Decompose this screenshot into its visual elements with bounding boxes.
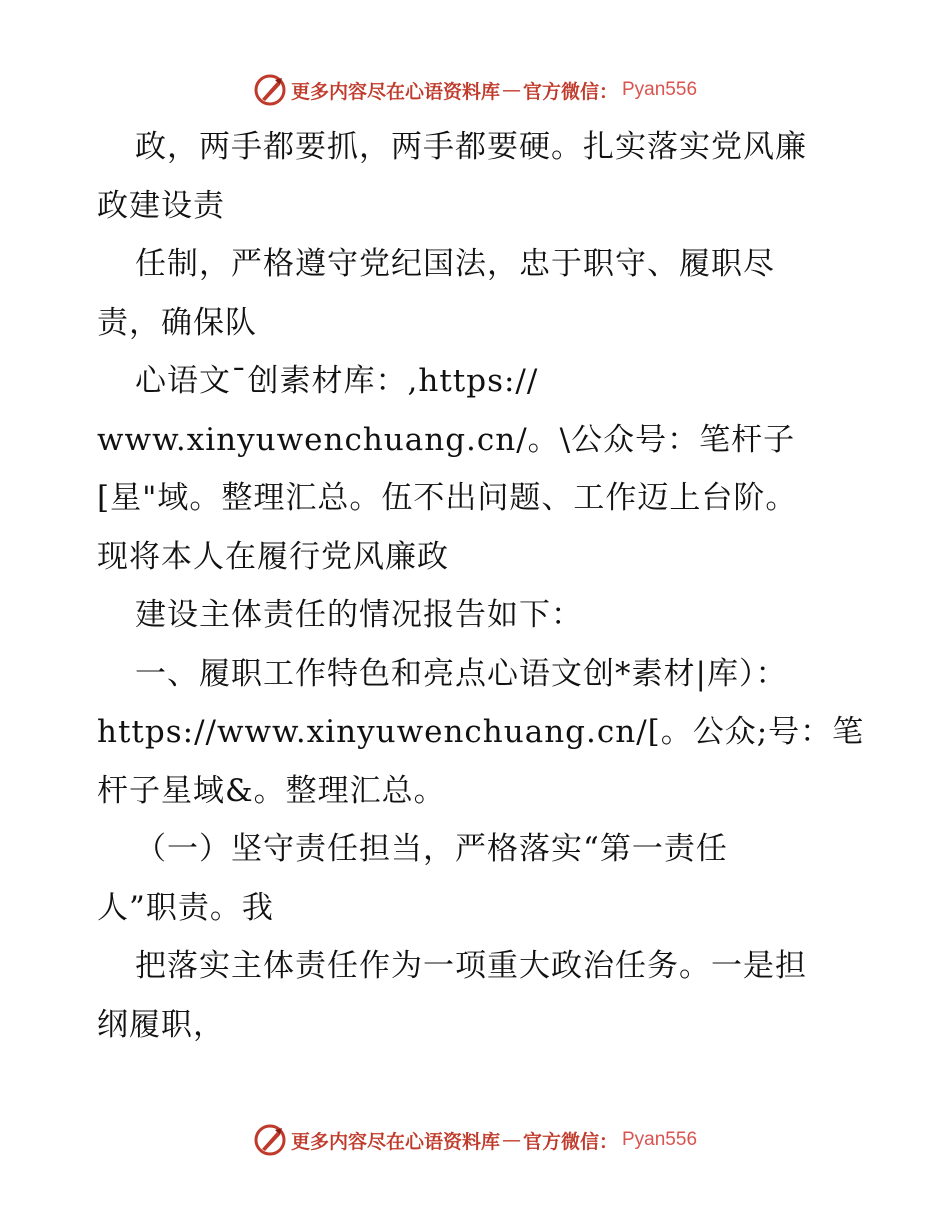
text-line: （一）坚守责任担当，严格落实“第一责任: [135, 831, 728, 867]
banner-wechat-label: 官方微信：: [522, 1130, 618, 1153]
banner-wechat-label: 官方微信：: [522, 80, 618, 103]
banner-main-text: 更多内容尽在心语资料库: [290, 1130, 500, 1153]
banner-dash: —: [501, 1129, 521, 1151]
text-line: 责，确保队: [97, 304, 257, 341]
text-line: https://www.xinyuwenchuang.cn/[。公众;号：笔: [97, 714, 865, 750]
text-line: 政建设责: [97, 187, 225, 224]
quill-logo-icon: [253, 1123, 287, 1157]
quill-logo-icon: [253, 73, 287, 107]
text-line: www.xinyuwenchuang.cn/。\公众号：笔杆子: [97, 421, 796, 458]
banner-dash: —: [501, 79, 521, 101]
text-line: 任制，严格遵守党纪国法，忠于职守、履职尽: [135, 246, 775, 282]
text-line: 杆子星域&。整理汇总。: [97, 772, 446, 809]
banner-wechat-id: Pyan556: [622, 79, 698, 100]
document-body: [97, 118, 865, 1054]
text-line: [星"域。整理汇总。伍不出问题、工作迈上台阶。: [97, 480, 798, 516]
text-line: 人”职责。我: [97, 889, 274, 926]
footer-banner: [0, 1120, 950, 1160]
text-line: 纲履职，: [97, 1006, 225, 1043]
header-banner: [0, 70, 950, 110]
text-line: 一、履职工作特色和亮点心语文创*素材|库）：: [135, 655, 788, 692]
text-line: 心语文¯创素材库：,https://: [135, 363, 539, 399]
text-line: 建设主体责任的情况报告如下：: [135, 597, 583, 633]
text-line: 把落实主体责任作为一项重大政治任务。一是担: [135, 948, 807, 984]
text-line: 现将本人在履行党风廉政: [97, 538, 449, 575]
banner-main-text: 更多内容尽在心语资料库: [290, 80, 500, 103]
text-line: 政，两手都要抓，两手都要硬。扎实落实党风廉: [135, 129, 807, 165]
banner-wechat-id: Pyan556: [622, 1129, 698, 1150]
